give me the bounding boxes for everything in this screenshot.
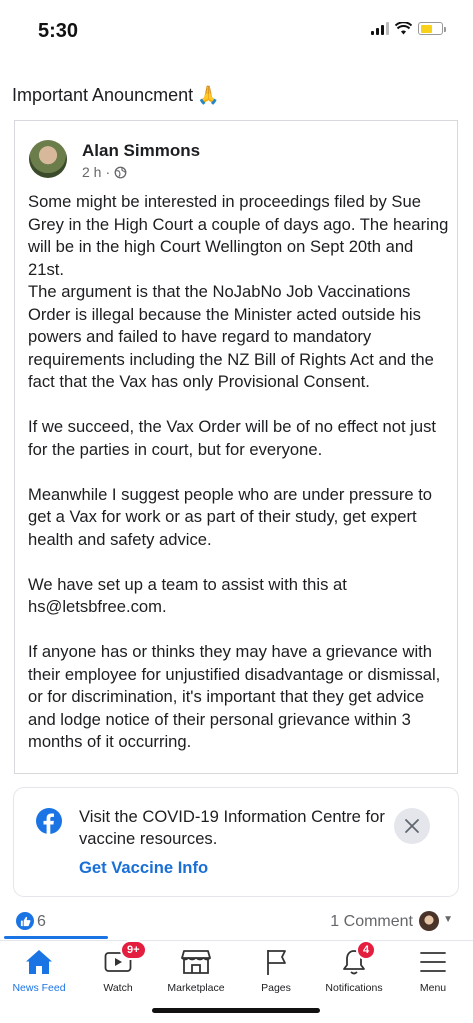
flag-icon — [260, 947, 292, 977]
tab-notifications[interactable] — [314, 944, 394, 994]
tab-active-indicator — [4, 936, 108, 939]
post-paragraph: Meanwhile I suggest people who are under pressure to get a Vax for work or as part of their study, get expert health and safety advice. — [28, 484, 433, 549]
comment-count[interactable]: 1 Comment — [330, 913, 413, 930]
post-paragraph: If anyone has or thinks they may have a grievance with their employee for unjustified disadvantage or dismissal, or for discrimination, it's important that they get advice and lodge notice of their personal grievance within 3 months of it occurring. — [28, 642, 441, 751]
tab-pages[interactable] — [236, 947, 316, 994]
like-reaction-icon[interactable] — [16, 912, 34, 930]
watch-badge: 9+ — [120, 940, 147, 960]
shared-post-card[interactable] — [14, 120, 458, 774]
status-icons — [371, 22, 443, 35]
tab-label: Menu — [419, 982, 447, 994]
home-icon — [23, 947, 55, 977]
notifications-badge: 4 — [356, 940, 376, 960]
wifi-icon — [395, 22, 412, 35]
author-name[interactable]: Alan Simmons — [82, 141, 201, 160]
post-body — [28, 191, 453, 776]
post-paragraph: Some might be interested in proceedings filed by Sue Grey in the High Court a couple of days ago. The hearing will be in the high Court Wellington on Sept 20th and 21st. — [28, 192, 449, 279]
tab-label: Marketplace — [167, 982, 225, 994]
bottom-tab-bar — [0, 940, 473, 1000]
tab-label: Notifications — [325, 982, 383, 994]
globe-icon — [114, 166, 127, 179]
facebook-icon — [36, 808, 62, 834]
viewer-avatar[interactable] — [419, 911, 439, 931]
post-time[interactable]: 2 h — [82, 164, 102, 180]
post-heading-text: Important Anouncment — [12, 85, 194, 105]
caret-down-icon[interactable]: ▼ — [443, 914, 453, 925]
status-bar — [0, 0, 473, 62]
tab-watch[interactable] — [78, 944, 158, 994]
covid-info-card — [14, 788, 458, 896]
bell-icon — [338, 944, 370, 977]
home-indicator[interactable] — [152, 1008, 320, 1013]
tab-news-feed[interactable] — [0, 947, 79, 994]
meta-separator: · — [105, 164, 111, 180]
watch-icon — [102, 944, 140, 977]
close-icon — [404, 818, 420, 834]
post-paragraph: If we succeed, the Vax Order will be of no effect not just for the parties in court, but for everyone. — [28, 417, 436, 459]
marketplace-icon — [180, 947, 212, 977]
post-heading — [12, 85, 220, 106]
like-count[interactable]: 6 — [37, 913, 46, 930]
menu-icon — [417, 947, 449, 977]
tab-menu[interactable] — [393, 947, 473, 994]
praying-hands-emoji-icon: 🙏 — [197, 85, 220, 105]
battery-icon — [418, 22, 443, 35]
reactions-row — [0, 910, 473, 940]
author-avatar[interactable] — [29, 140, 67, 178]
close-button[interactable] — [394, 808, 430, 844]
tab-label: Pages — [261, 982, 291, 994]
post-paragraph: The argument is that the NoJabNo Job Vaccinations Order is illegal because the Minister acted outside his powers and failed to have regard to mandatory requirements including the NZ Bill of Rights Act and the fact that the Vax has only Provisional Consent. — [28, 282, 434, 391]
tab-marketplace[interactable] — [156, 947, 236, 994]
tab-label: News Feed — [12, 982, 66, 994]
covid-info-text: Visit the COVID-19 Information Centre for vaccine resources. — [79, 807, 385, 848]
tab-label: Watch — [103, 982, 133, 994]
status-time: 5:30 — [38, 20, 79, 42]
get-vaccine-info-link[interactable]: Get Vaccine Info — [79, 858, 209, 877]
post-meta — [82, 164, 127, 180]
signal-icon — [371, 22, 389, 35]
post-paragraph: We have set up a team to assist with this at hs@letsbfree.com. — [28, 574, 347, 616]
